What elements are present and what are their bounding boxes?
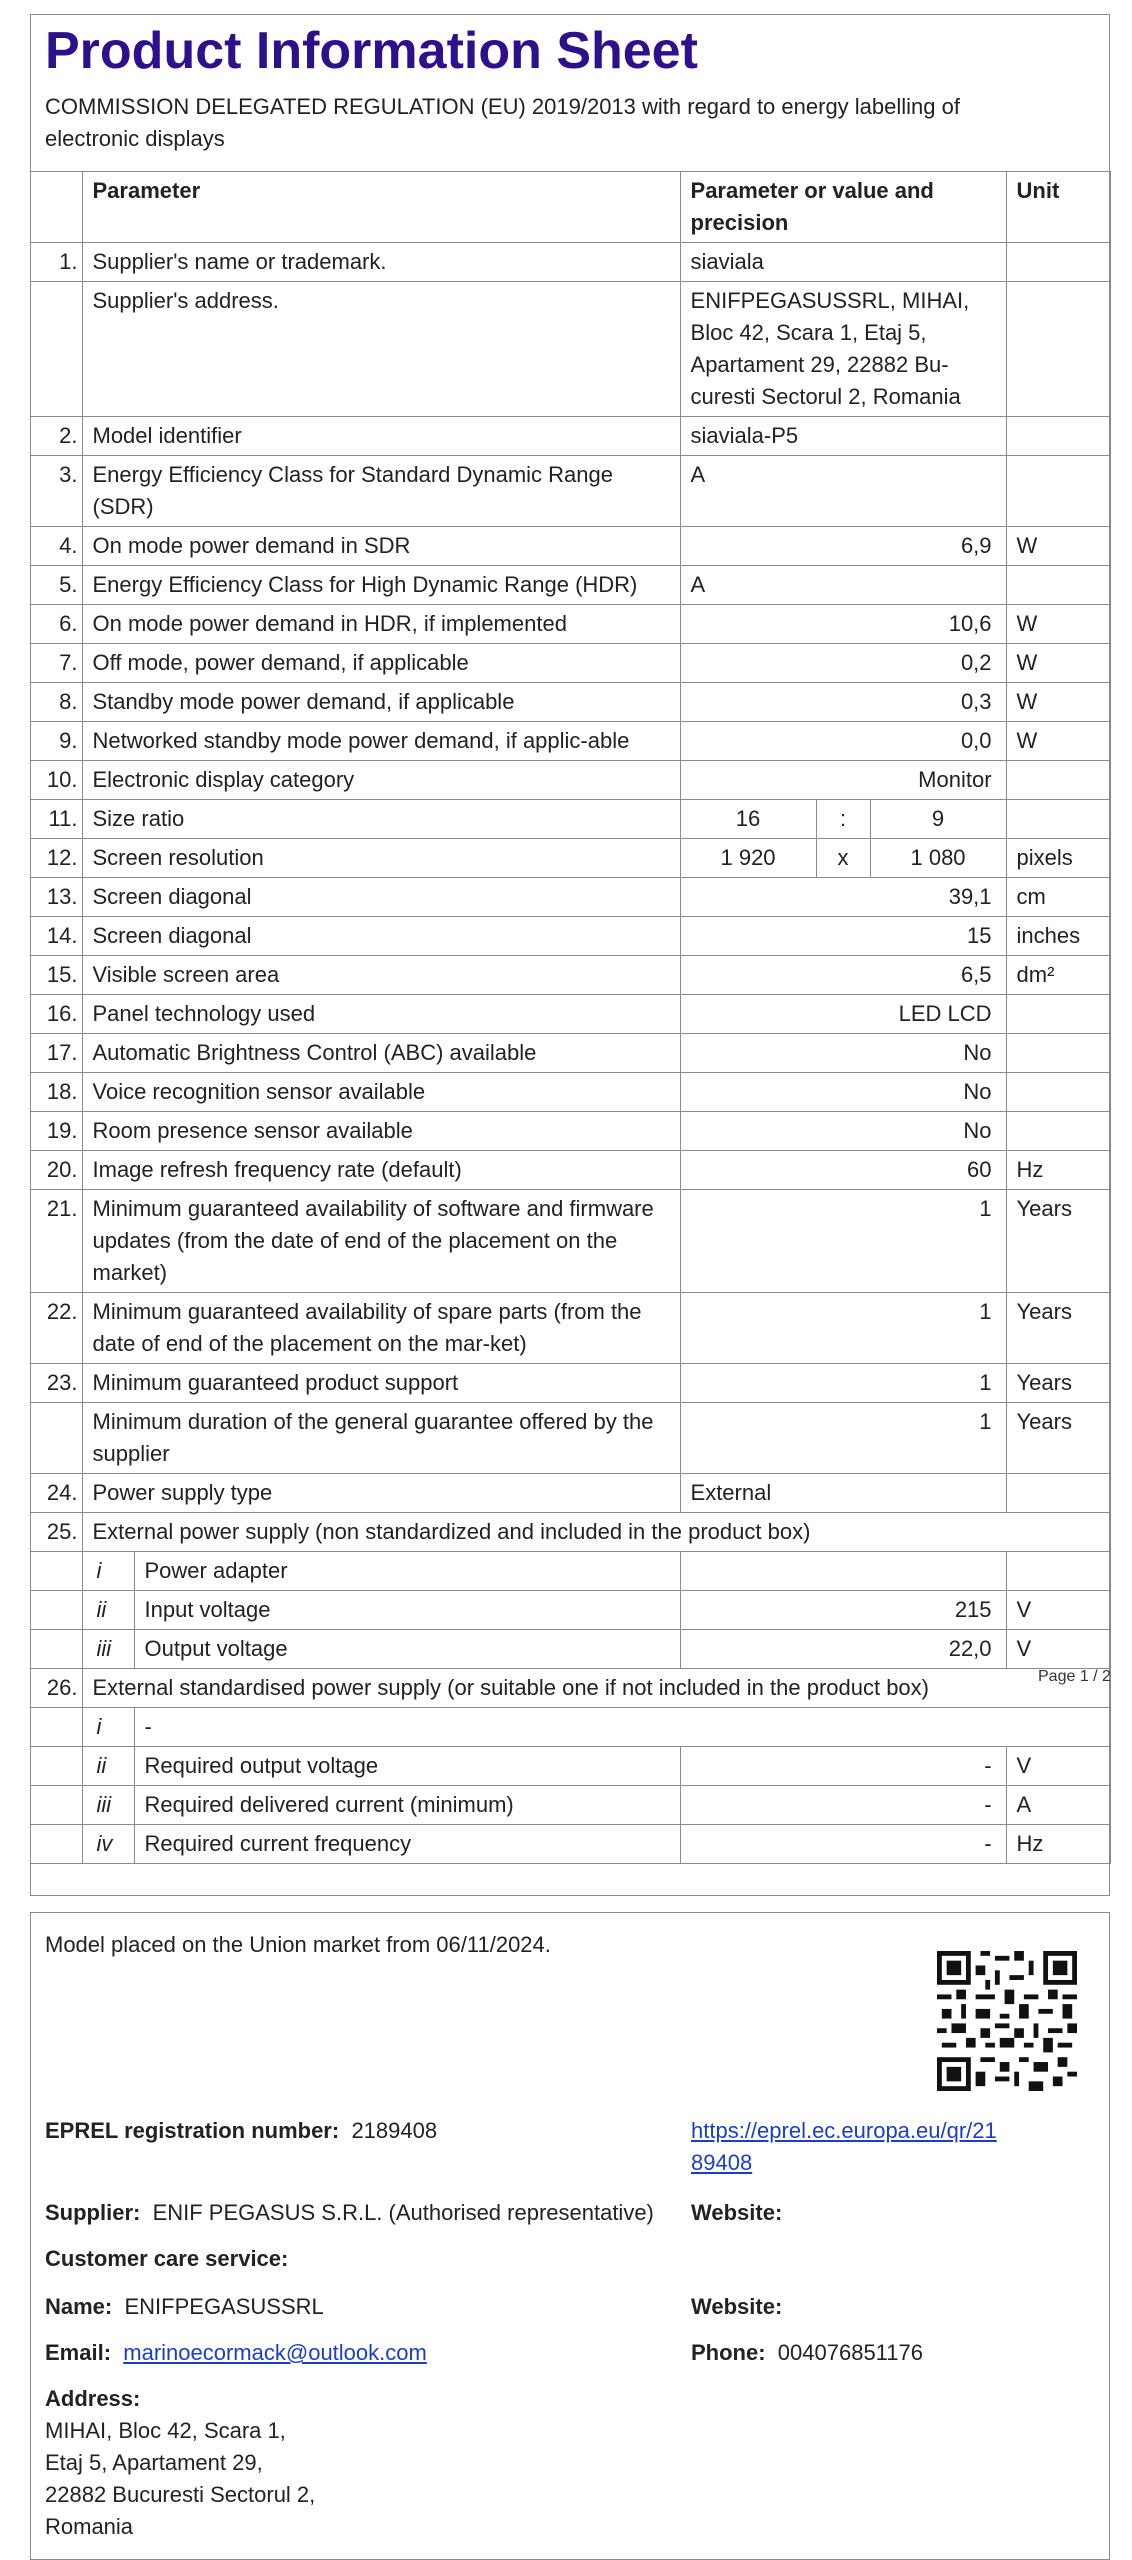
row-value: No bbox=[680, 1112, 1006, 1151]
customer-care-label: Customer care service: bbox=[45, 2246, 289, 2271]
supplier-value: ENIF PEGASUS S.R.L. (Authorised representative) bbox=[152, 2200, 654, 2225]
row-parameter: Power adapter bbox=[134, 1552, 680, 1591]
row-unit: V bbox=[1006, 1591, 1110, 1630]
table-row bbox=[30, 683, 1110, 722]
row-number: 7. bbox=[30, 644, 82, 683]
row-value: 1 bbox=[680, 1190, 1006, 1293]
table-row bbox=[30, 1403, 1110, 1474]
row-parameter: Energy Efficiency Class for Standard Dynamic Range (SDR) bbox=[82, 456, 680, 527]
row-unit bbox=[1006, 1034, 1110, 1073]
row-value: 1 bbox=[680, 1364, 1006, 1403]
row-unit: W bbox=[1006, 605, 1110, 644]
row-parameter: Minimum guaranteed product support bbox=[82, 1364, 680, 1403]
row-parameter: Energy Efficiency Class for High Dynamic Range (HDR) bbox=[82, 566, 680, 605]
row-unit bbox=[1006, 456, 1110, 527]
row-number bbox=[30, 1403, 82, 1474]
row-unit: V bbox=[1006, 1630, 1110, 1669]
row-number: 11. bbox=[30, 800, 82, 839]
row-number: 18. bbox=[30, 1073, 82, 1112]
row-value-first: 16 bbox=[680, 800, 816, 839]
row-unit: W bbox=[1006, 722, 1110, 761]
row-unit bbox=[1006, 417, 1110, 456]
row-number-cell bbox=[30, 1591, 82, 1630]
row-parameter: Output voltage bbox=[134, 1630, 680, 1669]
header-unit: Unit bbox=[1006, 172, 1110, 243]
row-number: 22. bbox=[30, 1293, 82, 1364]
row-unit bbox=[1006, 761, 1110, 800]
table-row bbox=[30, 1364, 1110, 1403]
row-number: 25. bbox=[30, 1513, 82, 1552]
row-number-cell bbox=[30, 1630, 82, 1669]
row-value: Monitor bbox=[680, 761, 1006, 800]
row-parameter: Supplier's address. bbox=[82, 282, 680, 417]
customer-care-name bbox=[45, 2291, 324, 2323]
name-value: ENIFPEGASUSSRL bbox=[124, 2294, 324, 2319]
website-label: Website: bbox=[691, 2200, 783, 2225]
row-unit: inches bbox=[1006, 917, 1110, 956]
row-parameter: Size ratio bbox=[82, 800, 680, 839]
row-unit: Years bbox=[1006, 1364, 1110, 1403]
table-row bbox=[30, 1669, 1110, 1708]
table-row bbox=[30, 1474, 1110, 1513]
row-unit: A bbox=[1006, 1786, 1110, 1825]
row-number: 8. bbox=[30, 683, 82, 722]
row-value-second: 9 bbox=[870, 800, 1006, 839]
row-value: A bbox=[680, 456, 1006, 527]
address-line: 22882 Bucuresti Sectorul 2, bbox=[45, 2482, 316, 2507]
table-row bbox=[30, 1552, 1110, 1591]
table-row bbox=[30, 243, 1110, 282]
supplier-label: Supplier: bbox=[45, 2200, 141, 2225]
row-parameter: Room presence sensor available bbox=[82, 1112, 680, 1151]
row-sub-index: iii bbox=[82, 1630, 134, 1669]
table-row bbox=[30, 761, 1110, 800]
header-value: Parameter or value and precision bbox=[680, 172, 1006, 243]
spec-table bbox=[30, 171, 1111, 1864]
phone-label: Phone: bbox=[691, 2340, 766, 2365]
table-row bbox=[30, 566, 1110, 605]
table-row bbox=[30, 456, 1110, 527]
row-parameter: Electronic display category bbox=[82, 761, 680, 800]
row-value-separator: : bbox=[816, 800, 870, 839]
row-sub-index: i bbox=[82, 1708, 134, 1747]
table-row bbox=[30, 1708, 1110, 1747]
customer-care-email bbox=[45, 2337, 427, 2369]
row-number: 5. bbox=[30, 566, 82, 605]
row-value: 39,1 bbox=[680, 878, 1006, 917]
row-value: LED LCD bbox=[680, 995, 1006, 1034]
row-value-second: 1 080 bbox=[870, 839, 1006, 878]
row-value: A bbox=[680, 566, 1006, 605]
row-value: 10,6 bbox=[680, 605, 1006, 644]
row-parameter: Minimum guaranteed availability of software and firmware updates (from the date of end of the placement on the market) bbox=[82, 1190, 680, 1293]
row-number bbox=[30, 282, 82, 417]
row-unit: dm² bbox=[1006, 956, 1110, 995]
market-date-text: Model placed on the Union market from 06/11/2024. bbox=[45, 1932, 551, 1957]
address-line: Etaj 5, Apartament 29, bbox=[45, 2450, 263, 2475]
row-parameter: Voice recognition sensor available bbox=[82, 1073, 680, 1112]
row-value: 22,0 bbox=[680, 1630, 1006, 1669]
address-line: MIHAI, Bloc 42, Scara 1, bbox=[45, 2418, 286, 2443]
row-parameter: Standby mode power demand, if applicable bbox=[82, 683, 680, 722]
supplier-row bbox=[45, 2197, 654, 2229]
table-row bbox=[30, 1747, 1110, 1786]
row-parameter: Required current frequency bbox=[134, 1825, 680, 1864]
row-value bbox=[680, 1552, 1006, 1591]
row-value: 60 bbox=[680, 1151, 1006, 1190]
address-line: Romania bbox=[45, 2514, 134, 2539]
row-parameter: Power supply type bbox=[82, 1474, 680, 1513]
row-parameter: Panel technology used bbox=[82, 995, 680, 1034]
row-number: 14. bbox=[30, 917, 82, 956]
row-value: siaviala-P5 bbox=[680, 417, 1006, 456]
row-unit bbox=[1006, 282, 1110, 417]
row-value: 1 bbox=[680, 1403, 1006, 1474]
row-unit: Years bbox=[1006, 1293, 1110, 1364]
table-row bbox=[30, 527, 1110, 566]
eprel-registration bbox=[45, 2115, 437, 2147]
row-parameter: Image refresh frequency rate (default) bbox=[82, 1151, 680, 1190]
email-link[interactable]: marinoecormack@outlook.com bbox=[123, 2340, 427, 2365]
row-number: 17. bbox=[30, 1034, 82, 1073]
row-value: 0,3 bbox=[680, 683, 1006, 722]
row-sub-index: i bbox=[82, 1552, 134, 1591]
table-row bbox=[30, 417, 1110, 456]
row-number: 23. bbox=[30, 1364, 82, 1403]
row-number: 16. bbox=[30, 995, 82, 1034]
row-unit: Hz bbox=[1006, 1151, 1110, 1190]
row-parameter: Supplier's name or trademark. bbox=[82, 243, 680, 282]
row-parameter: Visible screen area bbox=[82, 956, 680, 995]
table-row bbox=[30, 1786, 1110, 1825]
row-parameter: External standardised power supply (or suitable one if not included in the product box) bbox=[82, 1669, 1110, 1708]
row-number: 20. bbox=[30, 1151, 82, 1190]
row-value: - bbox=[680, 1786, 1006, 1825]
table-row bbox=[30, 1513, 1110, 1552]
row-unit bbox=[1006, 1552, 1110, 1591]
row-parameter: Screen diagonal bbox=[82, 917, 680, 956]
row-number: 13. bbox=[30, 878, 82, 917]
row-unit: pixels bbox=[1006, 839, 1110, 878]
table-row bbox=[30, 878, 1110, 917]
page-title: Product Information Sheet bbox=[45, 22, 698, 80]
row-unit: W bbox=[1006, 527, 1110, 566]
table-row bbox=[30, 644, 1110, 683]
row-number-cell bbox=[30, 1552, 82, 1591]
table-header-row bbox=[30, 172, 1110, 243]
spec-table-body bbox=[30, 243, 1110, 1864]
table-row bbox=[30, 1151, 1110, 1190]
table-row bbox=[30, 1190, 1110, 1293]
table-row bbox=[30, 722, 1110, 761]
row-number: 3. bbox=[30, 456, 82, 527]
row-unit: Hz bbox=[1006, 1825, 1110, 1864]
product-info-sheet bbox=[30, 14, 1110, 1896]
phone-value: 004076851176 bbox=[777, 2340, 923, 2365]
row-unit: cm bbox=[1006, 878, 1110, 917]
row-value: - bbox=[680, 1825, 1006, 1864]
row-value: External bbox=[680, 1474, 1006, 1513]
row-number-cell bbox=[30, 1708, 82, 1747]
table-row bbox=[30, 1825, 1110, 1864]
row-number: 1. bbox=[30, 243, 82, 282]
customer-care-phone bbox=[691, 2337, 923, 2369]
row-parameter: Networked standby mode power demand, if applic-able bbox=[82, 722, 680, 761]
footer-info-box bbox=[30, 1912, 1110, 2560]
row-value: 215 bbox=[680, 1591, 1006, 1630]
header-parameter: Parameter bbox=[82, 172, 680, 243]
row-number: 4. bbox=[30, 527, 82, 566]
row-unit bbox=[1006, 1073, 1110, 1112]
row-unit: Years bbox=[1006, 1403, 1110, 1474]
row-number: 15. bbox=[30, 956, 82, 995]
row-unit: Years bbox=[1006, 1190, 1110, 1293]
row-parameter: Input voltage bbox=[134, 1591, 680, 1630]
page-number: Page 1 / 2 bbox=[1038, 1668, 1111, 1685]
eprel-link[interactable]: https://eprel.ec.europa.eu/qr/21 89408 bbox=[691, 2118, 997, 2175]
row-number-cell bbox=[30, 1825, 82, 1864]
row-parameter: Required delivered current (minimum) bbox=[134, 1786, 680, 1825]
row-unit bbox=[1006, 1112, 1110, 1151]
row-value: siaviala bbox=[680, 243, 1006, 282]
eprel-value: 2189408 bbox=[351, 2118, 438, 2143]
regulation-subtitle: COMMISSION DELEGATED REGULATION (EU) 2019/2013 with regard to energy labelling of electronic displays bbox=[45, 94, 960, 151]
row-number: 21. bbox=[30, 1190, 82, 1293]
row-number-cell bbox=[30, 1786, 82, 1825]
row-value: ENIFPEGASUSSRL, MIHAI, Bloc 42, Scara 1, Etaj 5, Apartament 29, 22882 Bu-curesti Sectorul 2, Romania bbox=[680, 282, 1006, 417]
row-value: 0,2 bbox=[680, 644, 1006, 683]
row-unit bbox=[1006, 995, 1110, 1034]
table-row bbox=[30, 1034, 1110, 1073]
row-unit: W bbox=[1006, 683, 1110, 722]
row-unit bbox=[1006, 800, 1110, 839]
table-row bbox=[30, 839, 1110, 878]
row-parameter: Model identifier bbox=[82, 417, 680, 456]
name-label: Name: bbox=[45, 2294, 113, 2319]
row-value-first: 1 920 bbox=[680, 839, 816, 878]
row-sub-index: ii bbox=[82, 1747, 134, 1786]
qr-code-icon bbox=[937, 1951, 1077, 2091]
row-sub-index: iv bbox=[82, 1825, 134, 1864]
row-parameter: Automatic Brightness Control (ABC) available bbox=[82, 1034, 680, 1073]
row-value: No bbox=[680, 1034, 1006, 1073]
table-row bbox=[30, 995, 1110, 1034]
row-value: No bbox=[680, 1073, 1006, 1112]
row-value: 15 bbox=[680, 917, 1006, 956]
row-number: 19. bbox=[30, 1112, 82, 1151]
row-parameter: Required output voltage bbox=[134, 1747, 680, 1786]
row-number: 24. bbox=[30, 1474, 82, 1513]
row-parameter: On mode power demand in HDR, if implemented bbox=[82, 605, 680, 644]
row-parameter: On mode power demand in SDR bbox=[82, 527, 680, 566]
row-parameter: Screen diagonal bbox=[82, 878, 680, 917]
row-value: 1 bbox=[680, 1293, 1006, 1364]
website2-label: Website: bbox=[691, 2294, 783, 2319]
table-row bbox=[30, 1112, 1110, 1151]
row-number: 6. bbox=[30, 605, 82, 644]
table-row bbox=[30, 282, 1110, 417]
row-unit bbox=[1006, 1474, 1110, 1513]
table-row bbox=[30, 1293, 1110, 1364]
row-unit bbox=[1006, 243, 1110, 282]
row-number: 9. bbox=[30, 722, 82, 761]
row-number: 26. bbox=[30, 1669, 82, 1708]
row-value: - bbox=[680, 1747, 1006, 1786]
table-row bbox=[30, 605, 1110, 644]
row-unit: V bbox=[1006, 1747, 1110, 1786]
table-row bbox=[30, 1073, 1110, 1112]
row-value: 6,9 bbox=[680, 527, 1006, 566]
row-value-separator: x bbox=[816, 839, 870, 878]
table-row bbox=[30, 956, 1110, 995]
row-number: 10. bbox=[30, 761, 82, 800]
row-unit bbox=[1006, 566, 1110, 605]
row-sub-index: iii bbox=[82, 1786, 134, 1825]
email-label: Email: bbox=[45, 2340, 112, 2365]
customer-care-address bbox=[45, 2383, 315, 2543]
row-parameter: Minimum guaranteed availability of spare parts (from the date of end of the placement on the mar-ket) bbox=[82, 1293, 680, 1364]
row-parameter: External power supply (non standardized and included in the product box) bbox=[82, 1513, 1110, 1552]
row-number: 12. bbox=[30, 839, 82, 878]
row-value: 6,5 bbox=[680, 956, 1006, 995]
table-row bbox=[30, 800, 1110, 839]
row-sub-index: ii bbox=[82, 1591, 134, 1630]
table-row bbox=[30, 1630, 1110, 1669]
row-number-cell bbox=[30, 1747, 82, 1786]
row-unit: W bbox=[1006, 644, 1110, 683]
eprel-link-block[interactable] bbox=[691, 2115, 997, 2179]
address-label: Address: bbox=[45, 2386, 141, 2411]
row-parameter: Screen resolution bbox=[82, 839, 680, 878]
eprel-label: EPREL registration number: bbox=[45, 2118, 340, 2143]
row-value: 0,0 bbox=[680, 722, 1006, 761]
table-row bbox=[30, 1591, 1110, 1630]
row-parameter: Minimum duration of the general guarantee offered by the supplier bbox=[82, 1403, 680, 1474]
row-number: 2. bbox=[30, 417, 82, 456]
table-row bbox=[30, 917, 1110, 956]
row-parameter: Off mode, power demand, if applicable bbox=[82, 644, 680, 683]
row-parameter: - bbox=[134, 1708, 1110, 1747]
